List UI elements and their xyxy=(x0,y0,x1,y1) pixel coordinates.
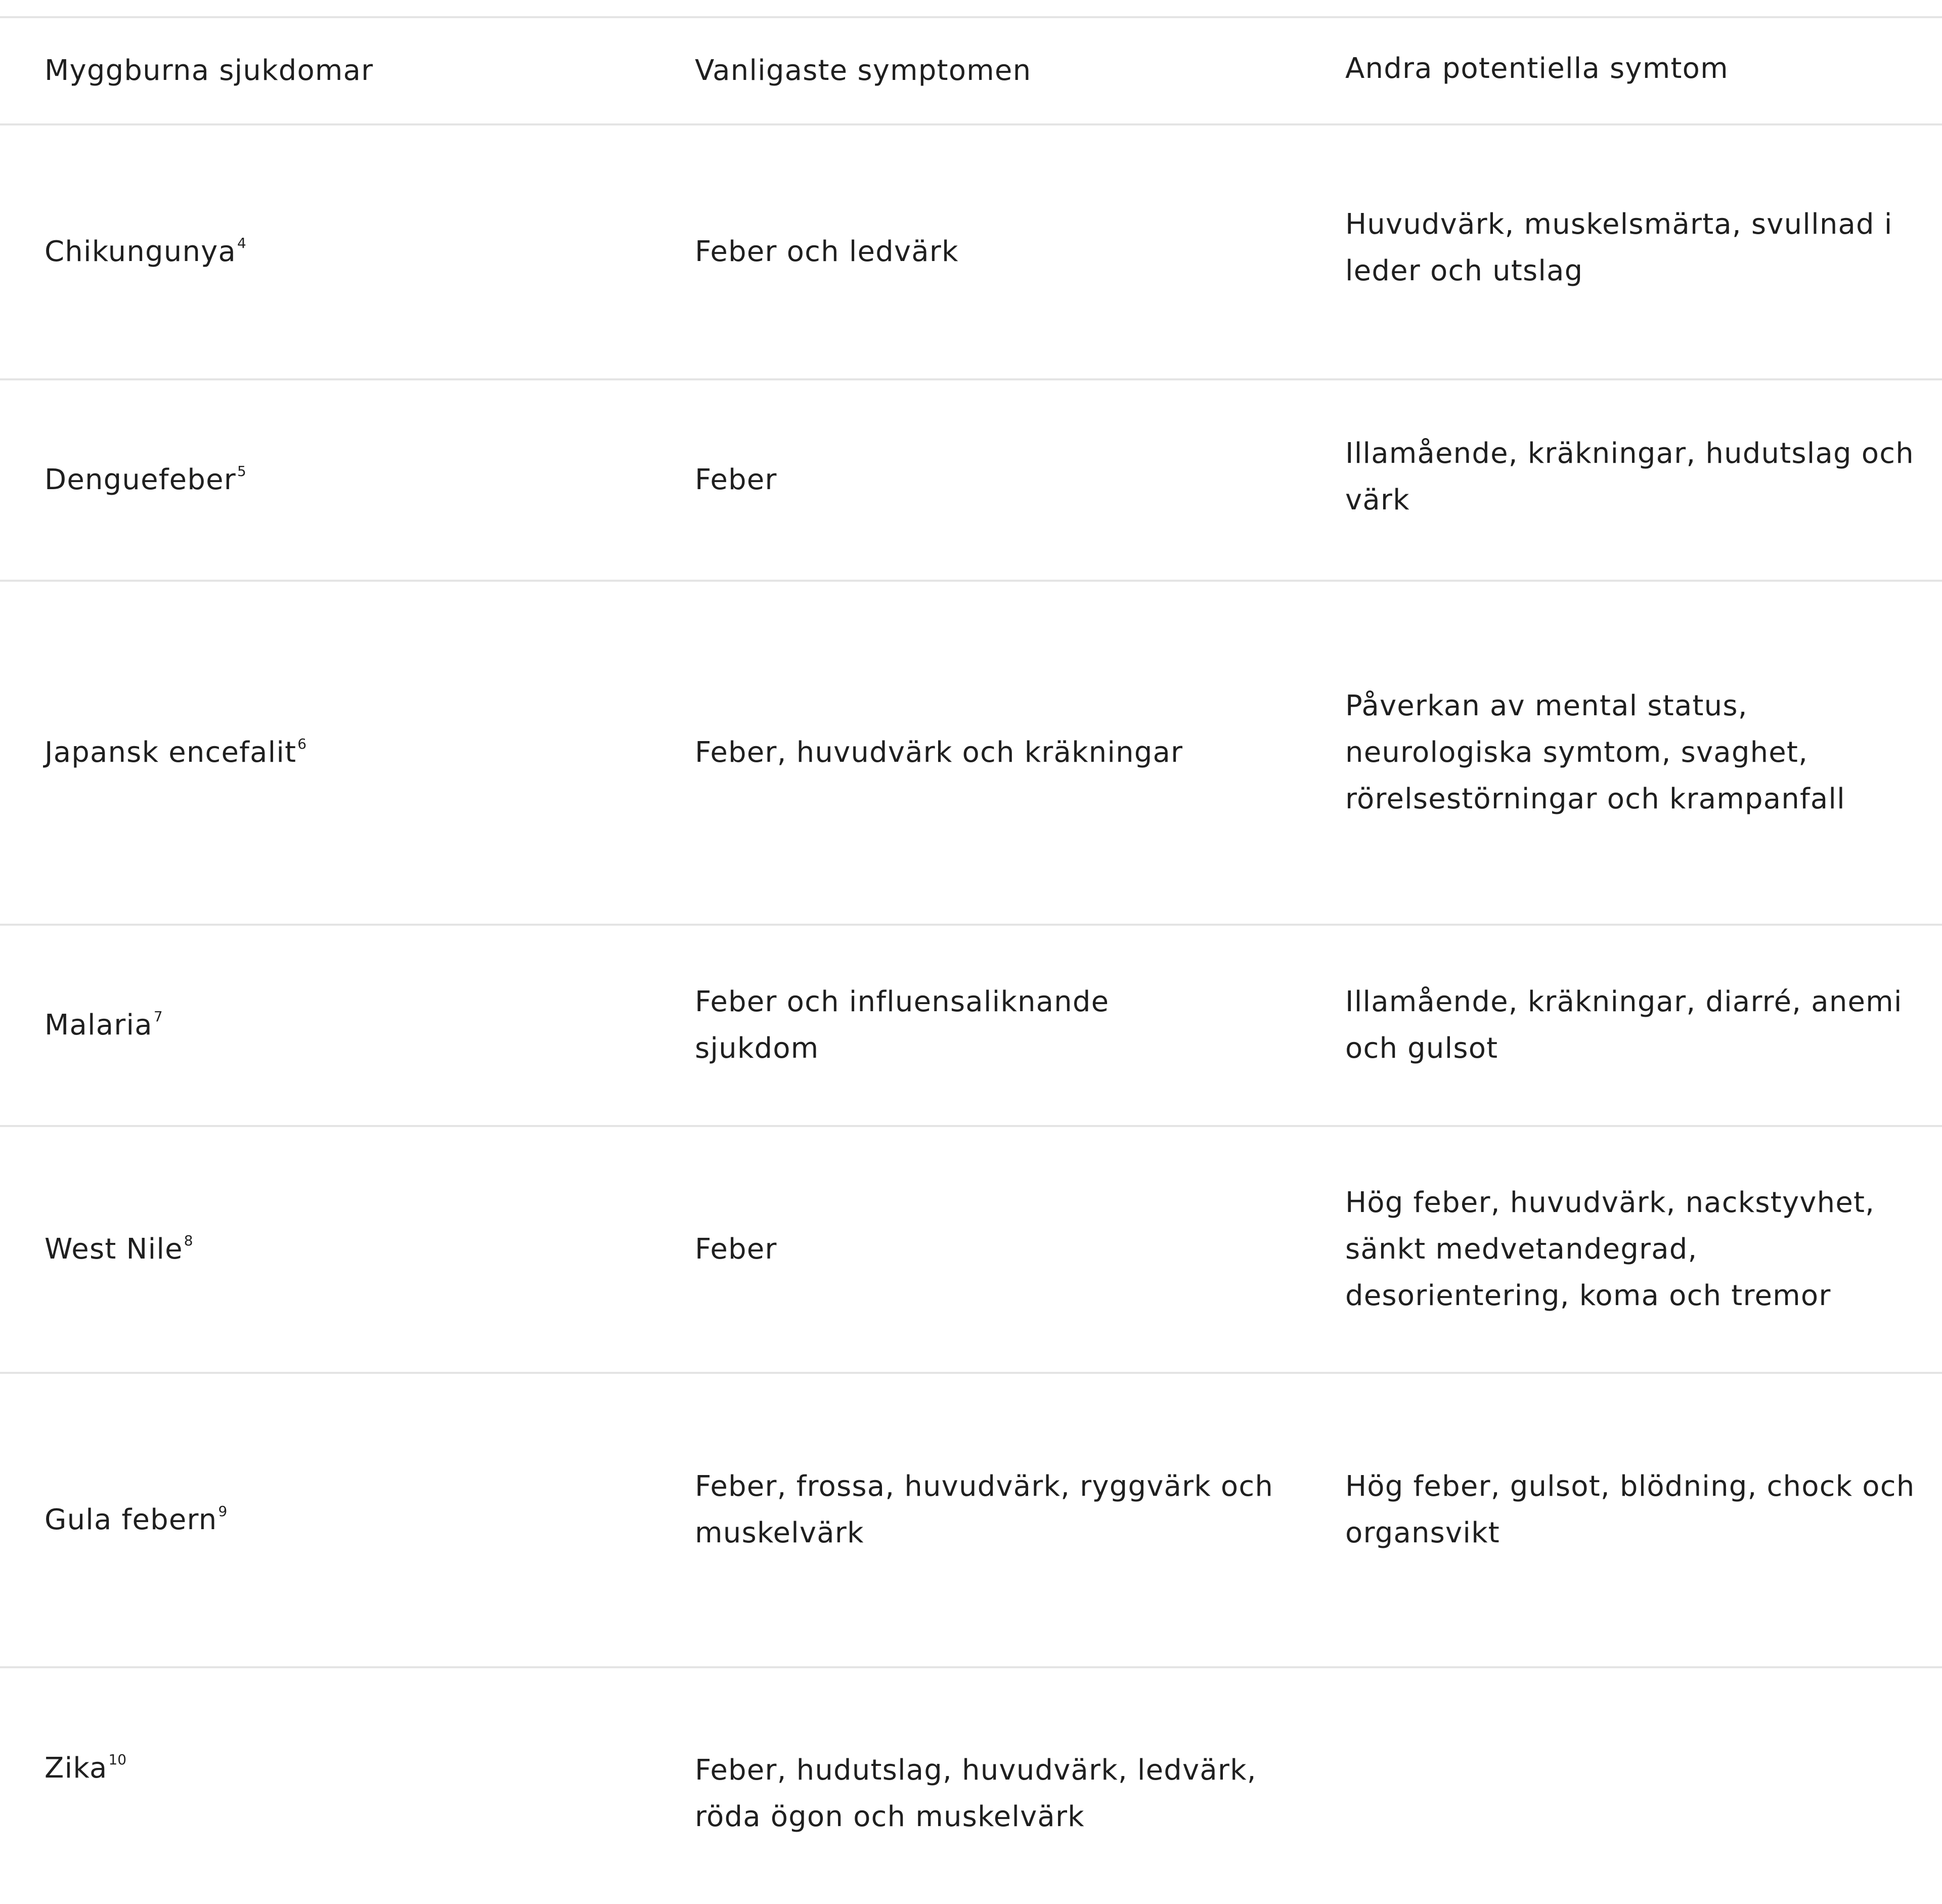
common-symptoms: Feber, hudutslag, huvudvärk, ledvärk, röda ögon och muskelvärk xyxy=(695,1754,1257,1833)
disease-name: Chikungunya xyxy=(45,235,237,268)
disease-name: Gula febern xyxy=(45,1503,217,1536)
other-symptoms-cell xyxy=(1345,125,1922,378)
disease-name: West Nile xyxy=(45,1233,183,1266)
footnote-ref: 4 xyxy=(237,235,246,252)
other-symptoms: Hög feber, huvudvärk, nackstyvhet, sänkt medvetandegrad, desorientering, koma och tremor xyxy=(1345,1186,1875,1312)
common-symptoms-cell xyxy=(695,1668,1322,1904)
common-symptoms-cell xyxy=(695,1374,1322,1666)
header-label: Myggburna sjukdomar xyxy=(45,54,374,87)
common-symptoms-cell xyxy=(695,1127,1322,1372)
footnote-ref: 7 xyxy=(153,1008,163,1025)
disease-cell xyxy=(45,1127,651,1372)
table-row xyxy=(0,378,1942,580)
footnote-ref: 5 xyxy=(237,463,246,480)
table-row xyxy=(0,580,1942,924)
disease-cell xyxy=(45,1374,651,1666)
footnote-ref: 9 xyxy=(218,1503,228,1520)
disease-cell xyxy=(45,380,651,580)
disease-name: Japansk encefalit xyxy=(45,736,297,769)
common-symptoms: Feber och influensaliknande sjukdom xyxy=(695,985,1110,1065)
disease-cell xyxy=(45,125,651,378)
footnote-ref: 8 xyxy=(184,1232,193,1249)
table-row xyxy=(0,1666,1942,1904)
other-symptoms: Huvudvärk, muskelsmärta, svullnad i leder och utslag xyxy=(1345,208,1893,287)
common-symptoms-cell xyxy=(695,582,1322,924)
disease-cell xyxy=(45,582,651,924)
other-symptoms-cell xyxy=(1345,1374,1922,1666)
common-symptoms-cell xyxy=(695,926,1150,1125)
table-row xyxy=(0,1125,1942,1372)
other-symptoms-cell xyxy=(1345,582,1922,924)
other-symptoms: Illamående, kräkningar, hudutslag och värk xyxy=(1345,437,1914,516)
footnote-ref: 10 xyxy=(108,1751,127,1768)
header-cell-disease xyxy=(45,18,651,123)
table-header-row xyxy=(0,16,1942,123)
other-symptoms-cell xyxy=(1345,926,1922,1125)
footnote-ref: 6 xyxy=(297,735,307,753)
common-symptoms: Feber och ledvärk xyxy=(695,235,959,268)
other-symptoms-cell xyxy=(1345,380,1922,580)
disease-name: Zika xyxy=(45,1752,108,1785)
header-label: Andra potentiella symtom xyxy=(1345,52,1729,85)
other-symptoms: Illamående, kräkningar, diarré, anemi och gulsot xyxy=(1345,985,1903,1065)
other-symptoms-cell xyxy=(1345,1668,1922,1904)
table-row xyxy=(0,1372,1942,1666)
header-cell-other-symptoms xyxy=(1345,18,1922,123)
other-symptoms: Hög feber, gulsot, blödning, chock och organsvikt xyxy=(1345,1470,1915,1549)
disease-name: Denguefeber xyxy=(45,463,236,496)
symptom-table xyxy=(0,16,1942,1904)
disease-cell xyxy=(45,1668,651,1904)
common-symptoms: Feber, huvudvärk och kräkningar xyxy=(695,736,1183,769)
other-symptoms-cell xyxy=(1345,1127,1922,1372)
common-symptoms: Feber xyxy=(695,463,777,496)
header-label: Vanligaste symptomen xyxy=(695,54,1032,87)
disease-name: Malaria xyxy=(45,1009,153,1042)
header-cell-common-symptoms xyxy=(695,18,1322,123)
other-symptoms: Påverkan av mental status, neurologiska symtom, svaghet, rörelsestörningar och krampanfall xyxy=(1345,689,1845,815)
table-row xyxy=(0,924,1942,1125)
common-symptoms-cell xyxy=(695,380,1322,580)
common-symptoms: Feber xyxy=(695,1233,777,1266)
table-row xyxy=(0,123,1942,378)
common-symptoms-cell xyxy=(695,125,1322,378)
disease-cell xyxy=(45,926,651,1125)
common-symptoms: Feber, frossa, huvudvärk, ryggvärk och muskelvärk xyxy=(695,1470,1274,1549)
